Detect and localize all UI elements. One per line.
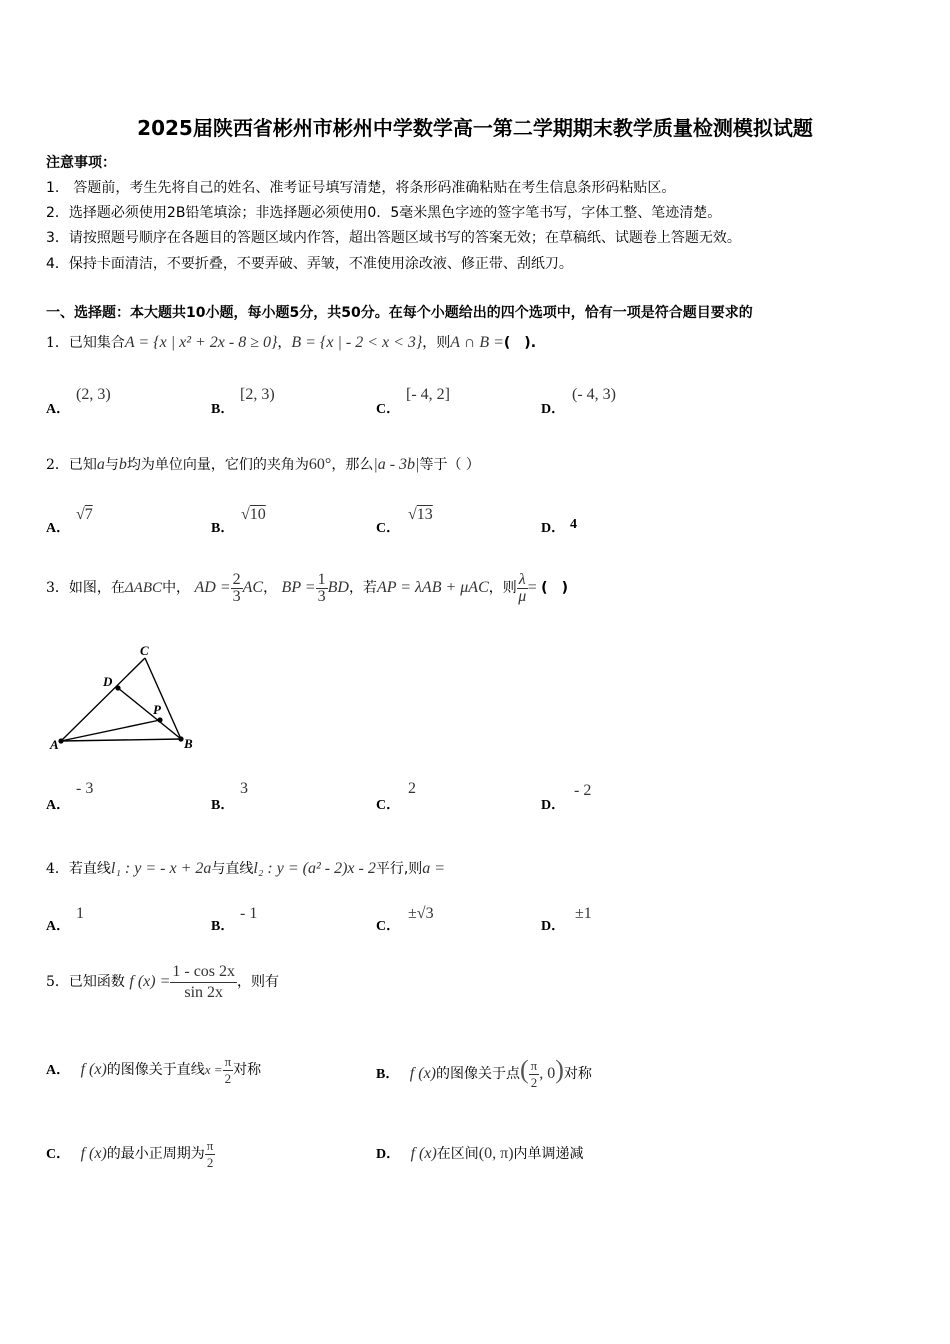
q5-option-b-zero: , 0 xyxy=(539,1065,556,1082)
q1-number: 1． xyxy=(46,335,69,351)
q3-option-d-label: D． xyxy=(541,798,566,813)
q3-bp-den: 3 xyxy=(317,587,326,605)
q5-option-a-text1: 的图像关于直线 xyxy=(106,1062,205,1078)
q5-option-b-text2: 对称 xyxy=(563,1066,592,1082)
q2-mid: 均为单位向量，它们的夹角为 xyxy=(126,457,309,473)
q4-mid: 与直线 xyxy=(211,861,254,877)
question-2 xyxy=(46,454,480,474)
q2-option-b-value: 10 xyxy=(249,506,266,523)
q5-option-c-f: f (x) xyxy=(80,1145,107,1162)
q4-post: 平行,则 xyxy=(375,861,423,877)
q5-option-a xyxy=(46,1048,261,1092)
q2-option-c: √13 xyxy=(408,506,433,523)
q2-and: 与 xyxy=(104,457,119,473)
q5-option-a-two: 2 xyxy=(224,1070,232,1086)
q5-fraction xyxy=(170,962,237,1003)
point-a xyxy=(58,738,63,743)
label-a: A xyxy=(50,737,59,752)
q5-denominator: sin 2x xyxy=(184,983,224,1001)
q5-option-a-frac xyxy=(223,1054,234,1087)
q5-option-c-pi: π xyxy=(206,1137,214,1153)
label-d: D xyxy=(103,674,113,689)
q1-pre: 已知集合 xyxy=(68,335,125,351)
notice-item-2: 2．选择题必须使用2B铅笔填涂；非选择题必须使用0．5毫米黑色字迹的签字笔书写，字体工整、笔迹清楚。 xyxy=(46,205,722,221)
q3-number: 3． xyxy=(46,580,69,596)
q3-bp-num: 1 xyxy=(317,570,326,588)
q3-bp-frac xyxy=(316,572,328,605)
notice-item-1: 1. 答题前，考生先将自己的姓名、准考证号填写清楚，将条形码准确粘贴在考生信息条形码粘贴区。 xyxy=(46,180,676,196)
q3-ap: AP = λAB + μAC xyxy=(376,579,489,596)
q3-mid3: ，则 xyxy=(488,580,517,596)
q1-post: ，则 xyxy=(422,335,451,351)
q3-sep: ， xyxy=(263,580,278,596)
q5-option-a-pi: π xyxy=(224,1053,232,1069)
q3-lambda: λ xyxy=(518,570,526,588)
segment-ap xyxy=(61,720,160,741)
q3-bp-left: BP = xyxy=(281,579,316,596)
q4-line-1: l₁ : y = - x + 2a xyxy=(110,860,212,877)
q3-mid2: ，若 xyxy=(348,580,377,596)
section-heading: 一、选择题：本大题共10小题，每小题5分，共50分。在每个小题给出的四个选项中，恰有一项是符合题目要求的 xyxy=(46,305,753,321)
q1-option-b-label: B． xyxy=(211,402,235,417)
q2-mid2: ，那么 xyxy=(331,457,374,473)
q3-ad-num: 2 xyxy=(232,570,241,588)
q5-option-c-text1: 的最小正周期为 xyxy=(106,1146,205,1162)
point-b xyxy=(178,736,183,741)
q3-paren: ( ) xyxy=(541,580,568,596)
q1-option-b: [2, 3) xyxy=(240,386,275,403)
notice-item-3: 3．请按照题号顺序在各题目的答题区域内作答，超出答题区域书写的答案无效；在草稿纸、试题卷上答题无效。 xyxy=(46,230,741,246)
q1-sep: ， xyxy=(277,335,292,351)
q4-option-b-label: B． xyxy=(211,919,235,934)
q5-option-a-f: f (x) xyxy=(80,1061,107,1078)
q1-set-b: B = {x | - 2 < x < 3} xyxy=(291,334,423,351)
q3-option-a: - 3 xyxy=(76,780,94,797)
question-3 xyxy=(46,568,568,608)
q2-expr: |a - 3b| xyxy=(373,456,420,473)
q1-expr: A ∩ B = xyxy=(450,334,504,351)
q5-option-d-text2: 内单调递减 xyxy=(513,1146,584,1162)
q2-option-a-value: 7 xyxy=(84,506,93,523)
q5-option-b-frac xyxy=(529,1058,540,1091)
q4-option-b: - 1 xyxy=(240,905,258,922)
q1-option-c-label: C． xyxy=(376,402,401,417)
q2-post: 等于（ ） xyxy=(419,457,480,473)
q3-option-c: 2 xyxy=(408,780,416,797)
q1-set-a: A = {x | x² + 2x - 8 ≥ 0} xyxy=(124,334,278,351)
q1-option-a: (2, 3) xyxy=(76,386,111,403)
q5-option-d-f: f (x) xyxy=(410,1145,437,1162)
q3-ad-left: AD = xyxy=(194,579,231,596)
notice-heading: 注意事项： xyxy=(46,155,116,171)
q5-option-a-text2: 对称 xyxy=(233,1062,262,1078)
q3-eq: = xyxy=(527,579,537,596)
q5-option-c-frac xyxy=(205,1138,216,1171)
notice-item-4: 4．保持卡面清洁，不要折叠，不要弄破、弄皱，不准使用涂改液、修正带、刮纸刀。 xyxy=(46,256,573,272)
point-d xyxy=(115,685,120,690)
side-cb xyxy=(145,658,181,739)
q2-option-c-label: C． xyxy=(376,521,401,536)
segment-db xyxy=(118,688,181,739)
q2-option-c-value: 13 xyxy=(416,506,433,523)
q5-option-c-label: C． xyxy=(46,1147,71,1162)
q2-option-a: √7 xyxy=(76,506,93,523)
q5-option-a-x: x = xyxy=(204,1062,223,1077)
q4-option-d-label: D． xyxy=(541,919,566,934)
q3-option-c-label: C． xyxy=(376,798,401,813)
q3-bp-right: BD xyxy=(327,579,349,596)
q3-option-d: - 2 xyxy=(574,782,592,799)
q4-number: 4． xyxy=(46,861,69,877)
q2-angle: 60° xyxy=(308,456,332,473)
q3-ad-frac xyxy=(231,572,243,605)
q5-numerator: 1 - cos 2x xyxy=(170,962,237,983)
q4-expr: a = xyxy=(422,860,446,877)
q4-option-d: ±1 xyxy=(575,905,592,922)
q5-option-b-pi: π xyxy=(530,1057,538,1073)
q3-mu: μ xyxy=(518,587,527,605)
side-ab xyxy=(61,739,181,741)
q5-option-b-label: B． xyxy=(376,1067,400,1082)
label-p: P xyxy=(153,702,161,717)
q4-option-a-label: A． xyxy=(46,919,71,934)
triangle-figure xyxy=(40,640,210,755)
q3-ad-right: AC xyxy=(242,579,264,596)
q5-option-a-label: A． xyxy=(46,1063,71,1078)
q3-mid: 中， xyxy=(162,580,191,596)
q5-option-d xyxy=(376,1132,584,1176)
question-4 xyxy=(46,858,445,878)
q2-option-a-label: A． xyxy=(46,521,71,536)
q4-pre: 若直线 xyxy=(68,861,111,877)
q1-option-c: [- 4, 2] xyxy=(406,386,450,403)
q5-option-d-text1: 在区间 xyxy=(436,1146,479,1162)
q2-option-d: 4 xyxy=(570,517,577,532)
point-p xyxy=(157,717,162,722)
q5-option-b-f: f (x) xyxy=(409,1065,436,1082)
q4-option-a: 1 xyxy=(76,905,84,922)
q3-triangle: ΔABC xyxy=(124,580,163,596)
q5-option-c-two: 2 xyxy=(206,1154,214,1170)
q5-option-c xyxy=(46,1132,215,1176)
q1-option-a-label: A． xyxy=(46,402,71,417)
q5-post: ，则有 xyxy=(237,974,280,990)
q2-pre: 已知 xyxy=(68,457,97,473)
question-5 xyxy=(46,958,279,1006)
q5-option-d-label: D． xyxy=(376,1147,401,1162)
q5-number: 5． xyxy=(46,974,69,990)
q5-option-b: B． f (x)的图像关于点( $\frac{\pi}{2}$ , 0)对称 xyxy=(376,1055,592,1090)
q3-option-b-label: B． xyxy=(211,798,235,813)
q2-number: 2． xyxy=(46,457,69,473)
q4-option-c-label: C． xyxy=(376,919,401,934)
label-b: B xyxy=(184,736,193,751)
label-c: C xyxy=(140,643,149,658)
q4-line-2: l₂ : y = (a² - 2)x - 2 xyxy=(253,860,376,877)
q5-option-d-interval: (0, π) xyxy=(478,1145,514,1162)
q3-ad-den: 3 xyxy=(232,587,241,605)
q2-option-d-label: D． xyxy=(541,521,566,536)
q2-option-b: √10 xyxy=(241,506,266,523)
q3-pre: 如图，在 xyxy=(68,580,125,596)
q3-option-b: 3 xyxy=(240,780,248,797)
q1-paren: ( ). xyxy=(503,335,537,351)
q5-option-b-two: 2 xyxy=(530,1074,538,1090)
q3-ratio xyxy=(517,572,528,605)
question-1 xyxy=(46,332,536,352)
q5-fx: f (x) = xyxy=(129,973,171,990)
q5-pre: 已知函数 xyxy=(68,974,125,990)
q2-b: b xyxy=(118,456,127,473)
q3-option-a-label: A． xyxy=(46,798,71,813)
q1-option-d-label: D． xyxy=(541,402,566,417)
q2-option-b-label: B． xyxy=(211,521,235,536)
page-title: 2025届陕西省彬州市彬州中学数学高一第二学期期末教学质量检测模拟试题 xyxy=(137,116,813,140)
q4-option-c: ±√3 xyxy=(408,905,434,922)
q2-a: a xyxy=(96,456,105,473)
q5-option-b-text1: 的图像关于点 xyxy=(436,1066,520,1082)
q1-option-d: (- 4, 3) xyxy=(572,386,616,403)
